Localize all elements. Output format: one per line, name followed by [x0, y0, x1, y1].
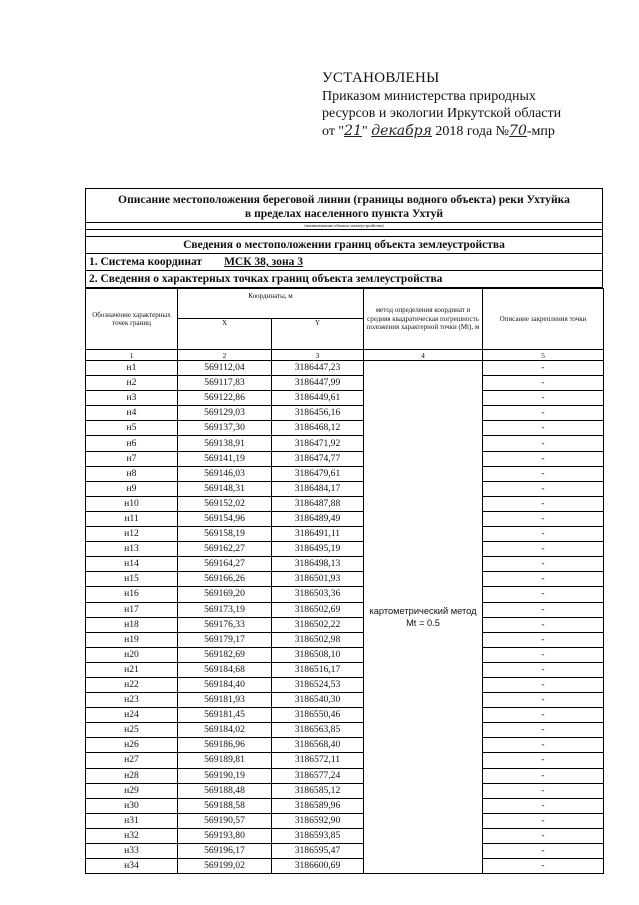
document-title-line-2: в пределах населенного пункта Ухтуй: [244, 207, 444, 220]
table-row: [86, 662, 604, 677]
point-name-cell: н14: [86, 557, 178, 572]
table-row: [86, 361, 604, 376]
fixation-cell: -: [483, 602, 604, 617]
fixation-cell: -: [483, 723, 604, 738]
table-row: [86, 466, 604, 481]
header-y: Y: [272, 319, 364, 350]
fixation-cell: -: [483, 587, 604, 602]
point-name-cell: н2: [86, 376, 178, 391]
column-number: 2: [178, 350, 272, 361]
y-coordinate-cell: 3186501,93: [272, 572, 364, 587]
point-name-cell: н18: [86, 617, 178, 632]
x-coordinate-cell: 569176,33: [178, 617, 272, 632]
fixation-cell: -: [483, 391, 604, 406]
table-row: [86, 723, 604, 738]
document-title: [86, 189, 602, 222]
y-coordinate-cell: 3186550,46: [272, 708, 364, 723]
x-coordinate-cell: 569169,20: [178, 587, 272, 602]
table-row: [86, 859, 604, 874]
table-row: [86, 542, 604, 557]
point-name-cell: н20: [86, 647, 178, 662]
table-row: [86, 844, 604, 859]
table-row: [86, 527, 604, 542]
point-name-cell: н10: [86, 496, 178, 511]
y-coordinate-cell: 3186589,96: [272, 798, 364, 813]
fixation-cell: -: [483, 572, 604, 587]
approval-title: УСТАНОВЛЕНЫ: [322, 70, 440, 86]
point-name-cell: н8: [86, 466, 178, 481]
point-name-cell: н4: [86, 406, 178, 421]
table-row: [86, 391, 604, 406]
fixation-cell: -: [483, 511, 604, 526]
y-coordinate-cell: 3186503,36: [272, 587, 364, 602]
x-coordinate-cell: 569190,19: [178, 768, 272, 783]
approval-line-1: Приказом министерства природных: [322, 88, 536, 104]
y-coordinate-cell: 3186502,69: [272, 602, 364, 617]
table-row: [86, 783, 604, 798]
coord-system-label: 1. Система координат: [89, 256, 203, 268]
column-number: 1: [86, 350, 178, 361]
point-name-cell: н33: [86, 844, 178, 859]
y-coordinate-cell: 3186540,30: [272, 693, 364, 708]
fixation-cell: -: [483, 617, 604, 632]
table-row: [86, 481, 604, 496]
fixation-cell: -: [483, 557, 604, 572]
x-coordinate-cell: 569112,04: [178, 361, 272, 376]
table-row: [86, 421, 604, 436]
date-sep: ": [361, 123, 368, 139]
y-coordinate-cell: 3186568,40: [272, 738, 364, 753]
x-coordinate-cell: 569188,48: [178, 783, 272, 798]
table-row: [86, 602, 604, 617]
header-fix: Описание закрепления точки: [483, 289, 604, 350]
fixation-cell: -: [483, 753, 604, 768]
approval-date-line: [322, 123, 622, 141]
method-cell: картометрический метод Мt = 0.5: [364, 361, 483, 874]
x-coordinate-cell: 569122,86: [178, 391, 272, 406]
x-coordinate-cell: 569190,57: [178, 813, 272, 828]
x-coordinate-cell: 569154,96: [178, 511, 272, 526]
point-name-cell: н31: [86, 813, 178, 828]
title-note: (наименование объекта землеустройства): [86, 222, 602, 229]
point-name-cell: н9: [86, 481, 178, 496]
point-name-cell: н26: [86, 738, 178, 753]
table-row: [86, 647, 604, 662]
point-name-cell: н7: [86, 451, 178, 466]
x-coordinate-cell: 569141,19: [178, 451, 272, 466]
point-name-cell: н6: [86, 436, 178, 451]
handwritten-month: декабря: [371, 122, 432, 139]
y-coordinate-cell: 3186593,85: [272, 828, 364, 843]
x-coordinate-cell: 569117,83: [178, 376, 272, 391]
fixation-cell: -: [483, 828, 604, 843]
fixation-cell: -: [483, 451, 604, 466]
point-name-cell: н17: [86, 602, 178, 617]
header-point: Обозначение характерных точек границ: [86, 289, 178, 350]
fixation-cell: -: [483, 632, 604, 647]
fixation-cell: -: [483, 708, 604, 723]
table-row: [86, 708, 604, 723]
x-coordinate-cell: 569146,03: [178, 466, 272, 481]
table-row: [86, 768, 604, 783]
x-coordinate-cell: 569148,31: [178, 481, 272, 496]
point-name-cell: н30: [86, 798, 178, 813]
point-name-cell: н24: [86, 708, 178, 723]
y-coordinate-cell: 3186572,11: [272, 753, 364, 768]
x-coordinate-cell: 569182,69: [178, 647, 272, 662]
y-coordinate-cell: 3186577,24: [272, 768, 364, 783]
x-coordinate-cell: 569181,45: [178, 708, 272, 723]
x-coordinate-cell: 569158,19: [178, 527, 272, 542]
point-name-cell: н12: [86, 527, 178, 542]
point-name-cell: н11: [86, 511, 178, 526]
y-coordinate-cell: 3186487,88: [272, 496, 364, 511]
handwritten-number: 70: [509, 122, 527, 139]
x-coordinate-cell: 569138,91: [178, 436, 272, 451]
fixation-cell: -: [483, 738, 604, 753]
table-row: [86, 496, 604, 511]
table-row: [86, 753, 604, 768]
coord-system-row: [86, 253, 602, 270]
section-title: Сведения о местоположении границ объекта землеустройства: [86, 236, 602, 253]
point-name-cell: н19: [86, 632, 178, 647]
table-row: [86, 693, 604, 708]
x-coordinate-cell: 569199,02: [178, 859, 272, 874]
y-coordinate-cell: 3186502,98: [272, 632, 364, 647]
point-name-cell: н25: [86, 723, 178, 738]
fixation-cell: -: [483, 481, 604, 496]
coordinates-table: [85, 288, 604, 874]
table-row: [86, 813, 604, 828]
table-row: [86, 587, 604, 602]
x-coordinate-cell: 569193,80: [178, 828, 272, 843]
fixation-cell: -: [483, 466, 604, 481]
table-row: [86, 677, 604, 692]
y-coordinate-cell: 3186502,22: [272, 617, 364, 632]
y-coordinate-cell: 3186508,10: [272, 647, 364, 662]
points-title: 2. Сведения о характерных точках границ объекта землеустройства: [86, 270, 602, 287]
y-coordinate-cell: 3186456,16: [272, 406, 364, 421]
x-coordinate-cell: 569196,17: [178, 844, 272, 859]
point-name-cell: н23: [86, 693, 178, 708]
y-coordinate-cell: 3186474,77: [272, 451, 364, 466]
year-text: 2018 года №: [435, 123, 510, 139]
y-coordinate-cell: 3186468,12: [272, 421, 364, 436]
x-coordinate-cell: 569152,02: [178, 496, 272, 511]
fixation-cell: -: [483, 768, 604, 783]
y-coordinate-cell: 3186491,11: [272, 527, 364, 542]
y-coordinate-cell: 3186484,17: [272, 481, 364, 496]
x-coordinate-cell: 569179,17: [178, 632, 272, 647]
fixation-cell: -: [483, 813, 604, 828]
y-coordinate-cell: 3186447,99: [272, 376, 364, 391]
table-row: [86, 572, 604, 587]
fixation-cell: -: [483, 527, 604, 542]
header-coords: Координаты, м: [178, 289, 364, 319]
y-coordinate-cell: 3186498,13: [272, 557, 364, 572]
column-number: 3: [272, 350, 364, 361]
fixation-cell: -: [483, 859, 604, 874]
point-name-cell: н32: [86, 828, 178, 843]
y-coordinate-cell: 3186563,85: [272, 723, 364, 738]
point-name-cell: н22: [86, 677, 178, 692]
y-coordinate-cell: 3186600,69: [272, 859, 364, 874]
point-name-cell: н5: [86, 421, 178, 436]
table-row: [86, 376, 604, 391]
table-row: [86, 451, 604, 466]
number-suffix: -мпр: [526, 123, 555, 139]
point-name-cell: н28: [86, 768, 178, 783]
table-body: [86, 361, 604, 874]
y-coordinate-cell: 3186524,53: [272, 677, 364, 692]
y-coordinate-cell: 3186489,49: [272, 511, 364, 526]
fixation-cell: -: [483, 662, 604, 677]
fixation-cell: -: [483, 677, 604, 692]
y-coordinate-cell: 3186449,61: [272, 391, 364, 406]
fixation-cell: -: [483, 421, 604, 436]
x-coordinate-cell: 569137,30: [178, 421, 272, 436]
point-name-cell: н16: [86, 587, 178, 602]
fixation-cell: -: [483, 647, 604, 662]
x-coordinate-cell: 569188,58: [178, 798, 272, 813]
table-row: [86, 406, 604, 421]
y-coordinate-cell: 3186516,17: [272, 662, 364, 677]
y-coordinate-cell: 3186471,92: [272, 436, 364, 451]
header-method: метод определения координат и средняя квадратическая погрешность положения характерной точки (Мt), м: [364, 289, 483, 350]
table-row: [86, 557, 604, 572]
table-row: [86, 617, 604, 632]
point-name-cell: н3: [86, 391, 178, 406]
fixation-cell: -: [483, 783, 604, 798]
table-row: [86, 436, 604, 451]
column-number: 5: [483, 350, 604, 361]
point-name-cell: н15: [86, 572, 178, 587]
table-row: [86, 511, 604, 526]
point-name-cell: н13: [86, 542, 178, 557]
date-prefix: от ": [322, 123, 345, 139]
y-coordinate-cell: 3186495,19: [272, 542, 364, 557]
x-coordinate-cell: 569184,02: [178, 723, 272, 738]
point-name-cell: н27: [86, 753, 178, 768]
approval-line-2: ресурсов и экологии Иркутской области: [322, 106, 562, 121]
y-coordinate-cell: 3186447,23: [272, 361, 364, 376]
spacer-row: [86, 229, 602, 236]
column-number: 4: [364, 350, 483, 361]
point-name-cell: н1: [86, 361, 178, 376]
y-coordinate-cell: 3186592,90: [272, 813, 364, 828]
x-coordinate-cell: 569129,03: [178, 406, 272, 421]
table-row: [86, 738, 604, 753]
handwritten-day: 21: [344, 122, 362, 139]
x-coordinate-cell: 569184,40: [178, 677, 272, 692]
document-sheet: [85, 188, 603, 874]
x-coordinate-cell: 569173,19: [178, 602, 272, 617]
fixation-cell: -: [483, 844, 604, 859]
table-row: [86, 798, 604, 813]
coord-system-value: МСК 38, зона 3: [224, 256, 303, 268]
fixation-cell: -: [483, 361, 604, 376]
table-row: [86, 828, 604, 843]
table-row: [86, 632, 604, 647]
y-coordinate-cell: 3186479,61: [272, 466, 364, 481]
point-name-cell: н29: [86, 783, 178, 798]
x-coordinate-cell: 569189,81: [178, 753, 272, 768]
x-coordinate-cell: 569186,96: [178, 738, 272, 753]
point-name-cell: н34: [86, 859, 178, 874]
x-coordinate-cell: 569164,27: [178, 557, 272, 572]
document-header-box: [85, 188, 603, 288]
fixation-cell: -: [483, 693, 604, 708]
fixation-cell: -: [483, 542, 604, 557]
x-coordinate-cell: 569184,68: [178, 662, 272, 677]
x-coordinate-cell: 569162,27: [178, 542, 272, 557]
y-coordinate-cell: 3186595,47: [272, 844, 364, 859]
point-name-cell: н21: [86, 662, 178, 677]
fixation-cell: -: [483, 436, 604, 451]
fixation-cell: -: [483, 406, 604, 421]
x-coordinate-cell: 569166,26: [178, 572, 272, 587]
approval-block: [322, 70, 622, 140]
y-coordinate-cell: 3186585,12: [272, 783, 364, 798]
fixation-cell: -: [483, 376, 604, 391]
header-x: X: [178, 319, 272, 350]
fixation-cell: -: [483, 496, 604, 511]
fixation-cell: -: [483, 798, 604, 813]
x-coordinate-cell: 569181,93: [178, 693, 272, 708]
document-title-line-1: Описание местоположения береговой линии (границы водного объекта) реки Ухтуйка: [118, 193, 570, 206]
